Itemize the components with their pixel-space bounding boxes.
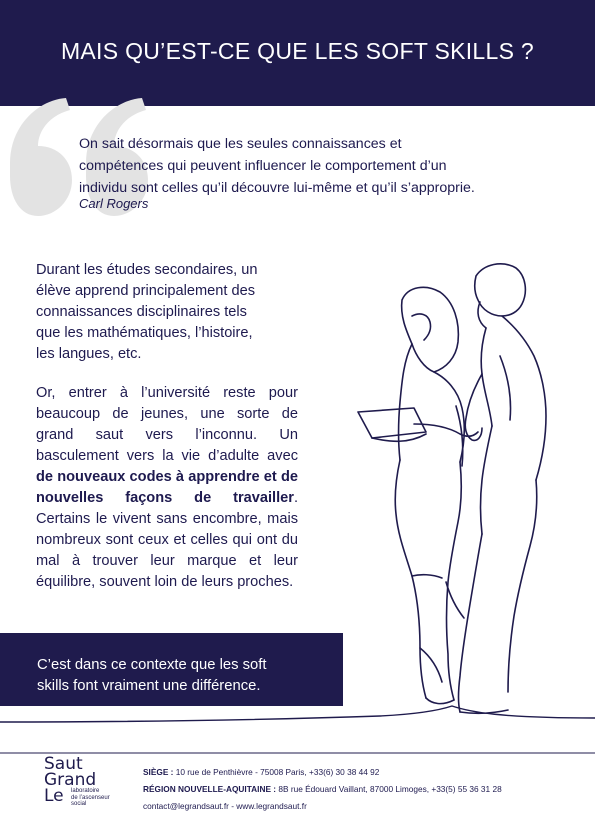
- page-title: MAIS QU’EST-CE QUE LES SOFT SKILLS ?: [60, 38, 535, 64]
- emphasis-text: de nouveaux codes à apprendre et de nouvelles façons de travailler: [36, 469, 298, 506]
- logo-word: Saut: [44, 754, 83, 774]
- text-line: que les mathématiques, l’histoire,: [36, 325, 253, 341]
- logo: [44, 756, 134, 808]
- footer-address: 8B rue Édouard Vaillant, 87000 Limoges, +33(5) 55 36 31 28: [276, 784, 502, 794]
- paragraph-university: [36, 383, 298, 593]
- quote-line: individu sont celles qu’il découvre lui-même et qu’il s’approprie.: [79, 180, 475, 196]
- text-line: Durant les études secondaires, un: [36, 262, 258, 278]
- logo-tagline: [71, 788, 131, 808]
- paragraph-intro: [36, 260, 298, 365]
- highlight-text: [37, 655, 327, 697]
- text-span: Or, entrer à l’université reste pour beaucoup de jeunes, une sorte de grand saut vers l’inconnu. Un basculement vers la vie d’adulte avec: [36, 385, 298, 464]
- logo-word: Grand: [44, 770, 97, 790]
- footer-label: RÉGION NOUVELLE-AQUITAINE :: [143, 784, 277, 794]
- logo-tagline-line: laboratoire: [71, 788, 100, 794]
- highlight-line: skills font vraiment une différence.: [37, 678, 261, 694]
- quote-author: Carl Rogers: [79, 196, 149, 211]
- footer-contact-link[interactable]: contact@legrandsaut.fr - www.legrandsaut.fr: [143, 801, 307, 811]
- text-line: les langues, etc.: [36, 346, 142, 362]
- text-line: élève apprend principalement des: [36, 283, 256, 299]
- text-span: . Certains le vivent sans encombre, mais nombreux sont ceux et celles qui ont du mal à trouver leur marque et leur équilibre, souvent loin de leurs proches.: [36, 490, 298, 590]
- quote-line: compétences qui peuvent influencer le comportement d’un: [79, 158, 447, 174]
- footer-divider: [0, 752, 595, 754]
- decorative-line: [0, 700, 595, 730]
- highlight-box: [0, 633, 343, 706]
- two-people-line-drawing: [350, 256, 595, 718]
- highlight-line: C’est dans ce contexte que les soft: [37, 657, 267, 673]
- text-line: connaissances disciplinaires tels: [36, 304, 247, 320]
- body-text: [36, 260, 298, 611]
- logo-tagline-line: de l’ascenseur: [71, 794, 110, 801]
- quote-text: [79, 133, 579, 199]
- footer-contact: [143, 764, 593, 815]
- footer-label: SIÈGE :: [143, 767, 174, 777]
- quote-line: On sait désormais que les seules connaissances et: [79, 136, 402, 152]
- footer-region: [143, 781, 593, 798]
- footer-siege: [143, 764, 593, 781]
- logo-word: Le: [44, 786, 64, 806]
- footer-address: 10 rue de Penthièvre - 75008 Paris, +33(6) 30 38 44 92: [173, 767, 380, 777]
- logo-tagline-line: social: [71, 801, 87, 807]
